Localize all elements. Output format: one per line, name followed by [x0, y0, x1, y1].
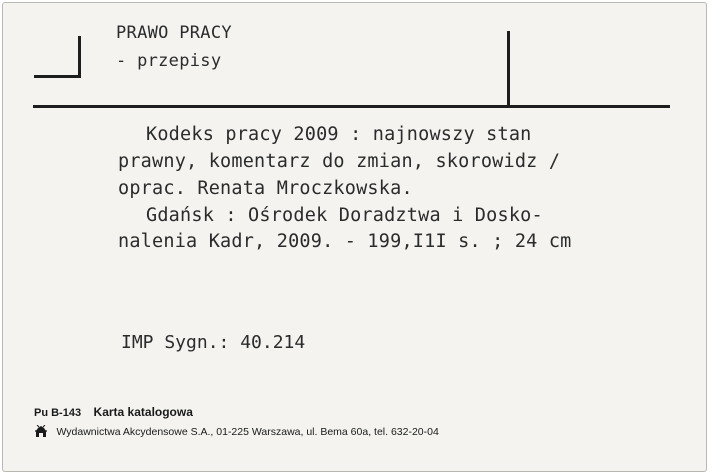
description-line-3: oprac. Renata Mroczkowska.	[118, 178, 413, 199]
printer-logo-icon	[34, 425, 48, 443]
corner-bracket-horizontal	[34, 75, 81, 78]
subject-subheading: - przepisy	[116, 51, 222, 71]
description-line-2: prawny, komentarz do zmian, skorowidz /	[118, 151, 561, 172]
horizontal-rule	[33, 105, 670, 108]
corner-bracket-vertical	[78, 36, 81, 78]
description-line-4: Gdańsk : Ośrodek Doradztwa i Dosko-	[146, 205, 543, 226]
vertical-divider	[507, 31, 510, 107]
subject-heading: PRAWO PRACY	[116, 23, 232, 43]
description-line-1: Kodeks pracy 2009 : najnowszy stan	[146, 124, 532, 145]
catalog-card	[2, 2, 707, 472]
description-line-5: nalenia Kadr, 2009. - 199,I1I s. ; 24 cm	[118, 231, 572, 252]
publisher-text: Wydawnictwa Akcydensowe S.A., 01-225 Warszawa, ul. Bema 60a, tel. 632-20-04	[56, 426, 439, 438]
form-title: Karta katalogowa	[93, 405, 193, 419]
form-code: Pu B-143	[34, 407, 82, 419]
form-footer-title-row	[34, 403, 193, 421]
publisher-row	[34, 422, 439, 443]
call-number: IMP Sygn.: 40.214	[121, 332, 306, 353]
